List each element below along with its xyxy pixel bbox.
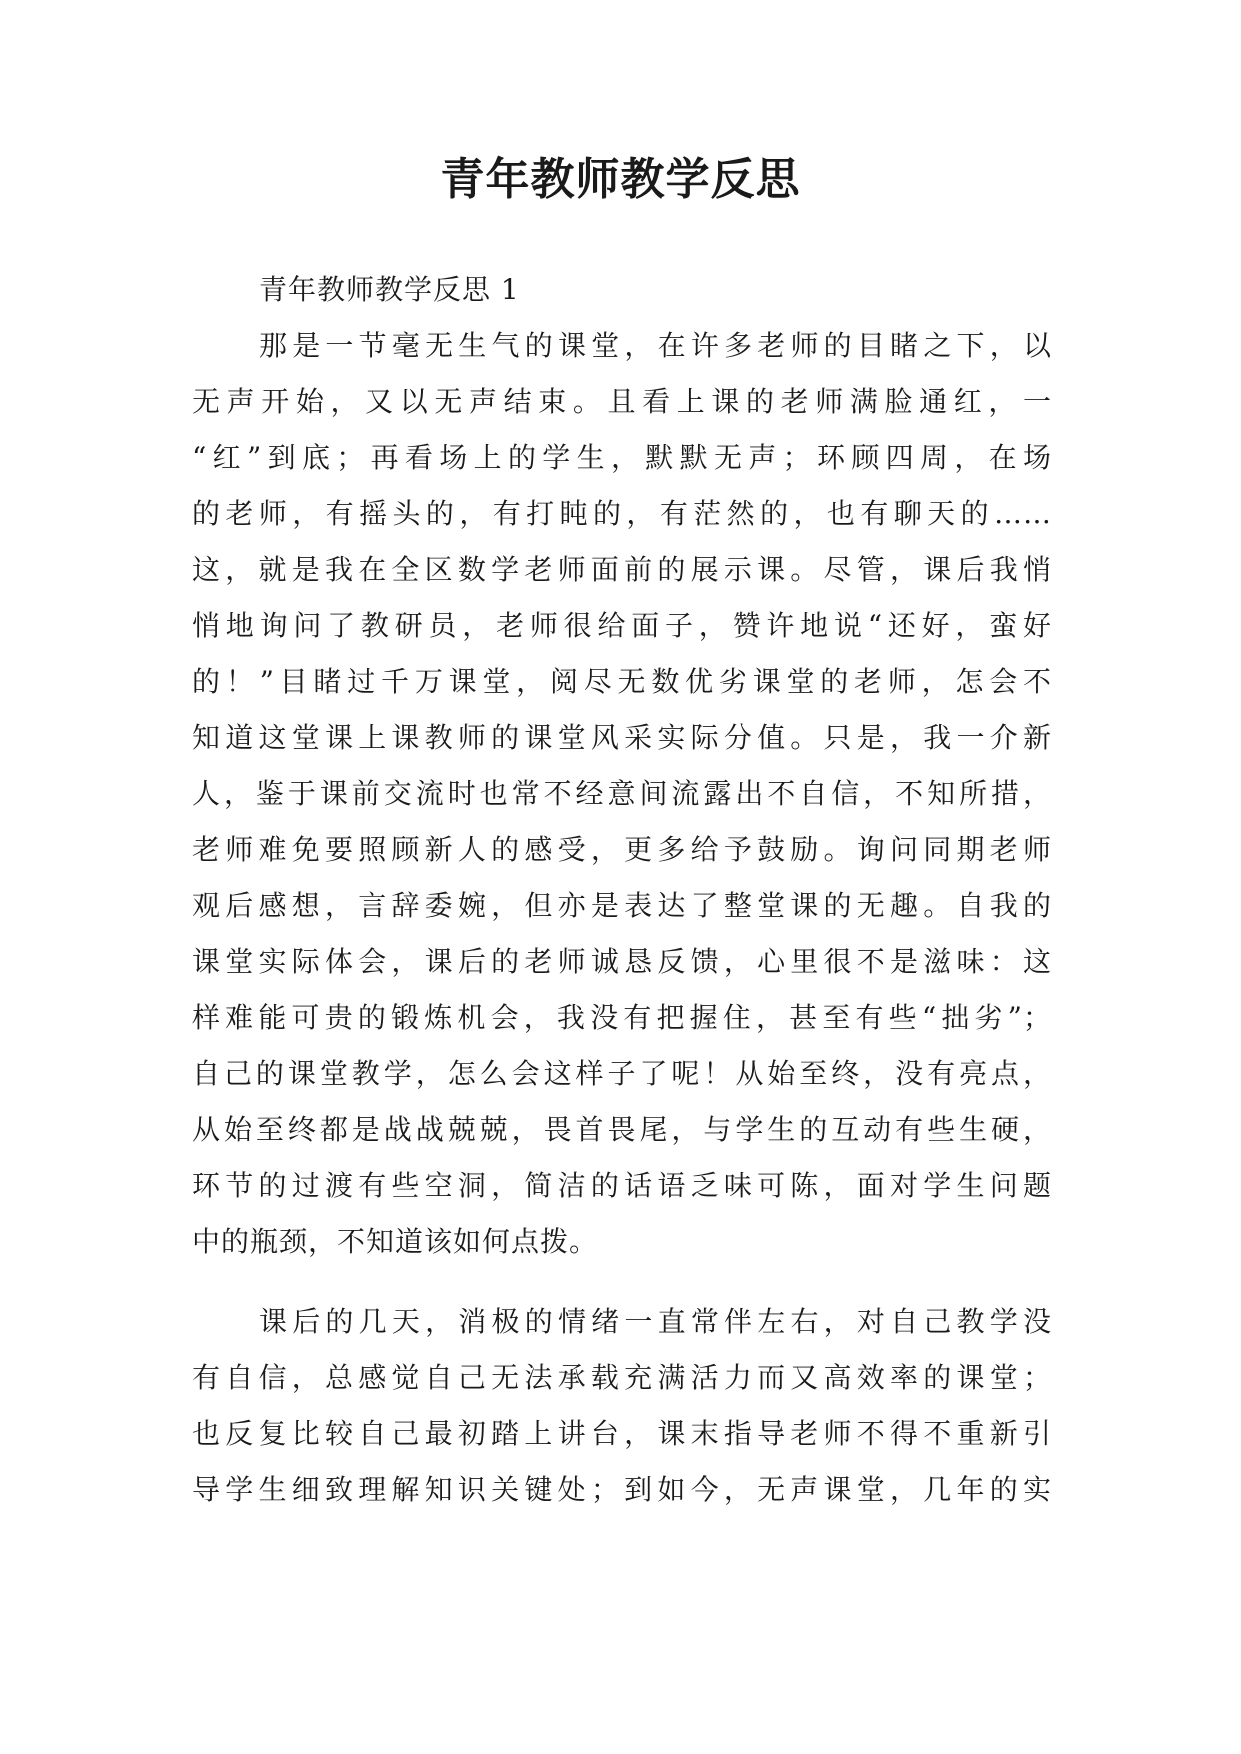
paragraph-line: 无声开始，又以无声结束。且看上课的老师满脸通红，一 (192, 385, 1052, 418)
paragraph-line: 知道这堂课上课教师的课堂风采实际分值。只是，我一介新 (192, 721, 1052, 754)
paragraph-line: 这，就是我在全区数学老师面前的展示课。尽管，课后我悄 (192, 553, 1052, 586)
paragraph-line: 课后的几天，消极的情绪一直常伴左右，对自己教学没 (259, 1305, 1052, 1338)
paragraph-line: “红”到底；再看场上的学生，默默无声；环顾四周，在场 (192, 441, 1052, 474)
paragraph-line: 导学生细致理解知识关键处；到如今，无声课堂，几年的实 (192, 1473, 1052, 1506)
paragraph-line: 的老师，有摇头的，有打盹的，有茫然的，也有聊天的…… (192, 497, 1052, 530)
paragraph-line: 课堂实际体会，课后的老师诚恳反馈，心里很不是滋味：这 (192, 945, 1052, 978)
section-heading: 青年教师教学反思 1 (259, 273, 520, 306)
paragraph-line: 样难能可贵的锻炼机会，我没有把握住，甚至有些“拙劣”； (192, 1001, 1052, 1034)
paragraph-line: 老师难免要照顾新人的感受，更多给予鼓励。询问同期老师 (192, 833, 1052, 866)
paragraph-line: 从始至终都是战战兢兢，畏首畏尾，与学生的互动有些生硬， (192, 1113, 1052, 1146)
paragraph-line: 观后感想，言辞委婉，但亦是表达了整堂课的无趣。自我的 (192, 889, 1052, 922)
paragraph-line: 也反复比较自己最初踏上讲台，课末指导老师不得不重新引 (192, 1417, 1052, 1450)
paragraph-line: 悄地询问了教研员，老师很给面子，赞许地说“还好，蛮好 (192, 609, 1052, 642)
paragraph-line: 人，鉴于课前交流时也常不经意间流露出不自信，不知所措， (192, 777, 1052, 810)
paragraph-line: 中的瓶颈，不知道该如何点拨。 (192, 1225, 599, 1258)
paragraph-line: 有自信，总感觉自己无法承载充满活力而又高效率的课堂； (192, 1361, 1052, 1394)
paragraph-gap (192, 1270, 1052, 1294)
document-body (192, 262, 1052, 1518)
paragraph-line: 环节的过渡有些空洞，简洁的话语乏味可陈，面对学生问题 (192, 1169, 1052, 1202)
paragraph-2 (192, 1294, 1052, 1518)
document-title: 青年教师教学反思 (440, 154, 801, 205)
paragraph-line: 的！”目睹过千万课堂，阅尽无数优劣课堂的老师，怎会不 (192, 665, 1052, 698)
paragraph-1 (192, 318, 1052, 1270)
paragraph-line: 自己的课堂教学，怎么会这样子了呢！从始至终，没有亮点， (192, 1057, 1052, 1090)
paragraph-line: 那是一节毫无生气的课堂，在许多老师的目睹之下，以 (259, 329, 1052, 362)
